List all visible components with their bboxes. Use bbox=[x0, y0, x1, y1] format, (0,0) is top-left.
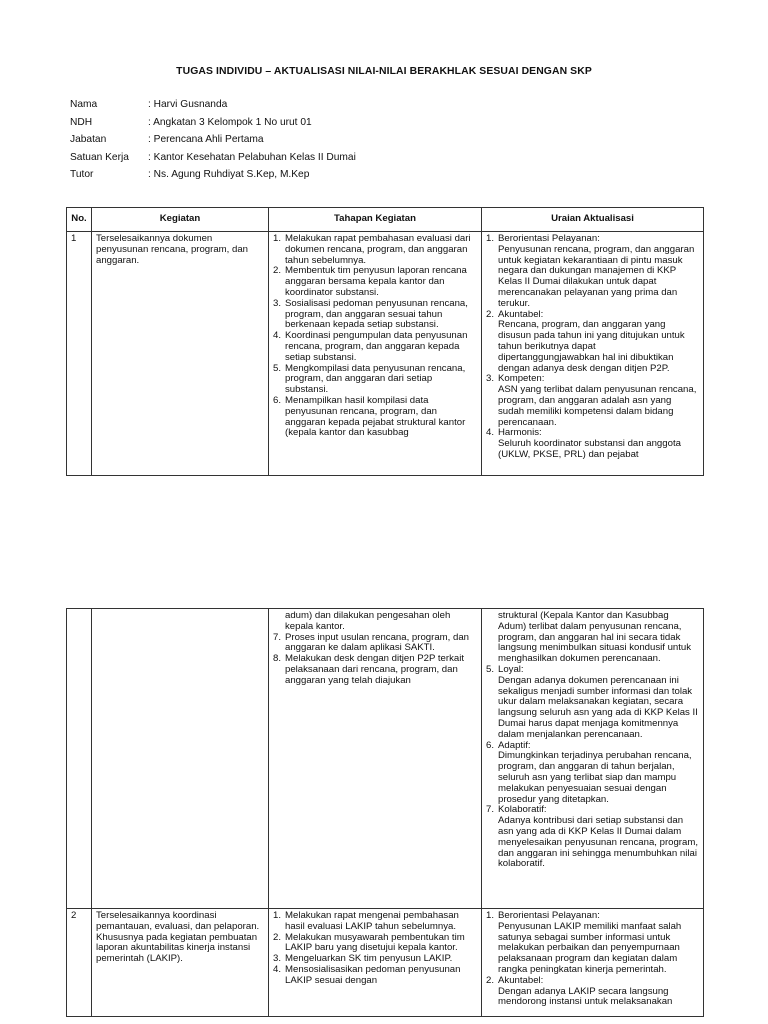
list-item: 8. Melakukan desk dengan ditjen P2P terkait pelaksanaan dari rencana, program, dan anggaran yang telah diajukan bbox=[273, 653, 465, 686]
tahapan-cell bbox=[269, 609, 482, 909]
row-number bbox=[67, 609, 92, 909]
info-value: : Perencana Ahli Pertama bbox=[148, 134, 264, 146]
list-item: 6. Menampilkan hasil kompilasi data penyusunan rencana, program, dan anggaran kepada pejabat struktural kantor (kepala kantor dan kasubbag bbox=[273, 394, 466, 439]
list-item: 4. Koordinasi pengumpulan data penyusunan rencana, program, dan anggaran kepada setiap substansi. bbox=[273, 330, 468, 363]
header-kegiatan: Kegiatan bbox=[92, 208, 269, 232]
list-item: 7. Kolaboratif: Adanya kontribusi dari setiap substansi dan asn yang ada di KKP Kelas II Dumai dalam menyelesaikan penyusunan rencana, program, dan anggaran ini sehingga menumbuhkan nilai kolaboratif. bbox=[486, 804, 698, 870]
uraian-cell bbox=[482, 609, 704, 909]
info-row-ndh bbox=[70, 117, 356, 135]
table-row bbox=[67, 232, 704, 476]
list-item: 7. Proses input usulan rencana, program, dan anggaran ke dalam aplikasi SAKTI. bbox=[273, 631, 469, 654]
uraian-continued: struktural (Kepala Kantor dan Kasubbag Adum) terlibat dalam penyusunan rencana, program, dan anggaran hal ini secara tidak langsung menimbulkan situasi kondusif untuk menghasilkan dokumen perencanaan. bbox=[498, 610, 692, 665]
info-value: : Ns. Agung Ruhdiyat S.Kep, M.Kep bbox=[148, 169, 310, 181]
list-item: 1. Berorientasi Pelayanan: Penyusunan LAKIP memiliki manfaat salah satunya sebagai sumber informasi untuk melakukan perbaikan dan penyempurnaan pelaksanaan program dan kegiatan dalam rangka peningkatan kinerja pemerintah. bbox=[486, 910, 682, 975]
list-item: 3. Mengeluarkan SK tim penyusun LAKIP. bbox=[273, 953, 453, 965]
row-number: 2 bbox=[67, 909, 92, 1017]
list-item: 2. Melakukan musyawarah pembentukan tim LAKIP baru yang disetujui kepala kantor. bbox=[273, 931, 465, 954]
aktualisasi-table-page-1 bbox=[66, 207, 704, 476]
tahapan-cell bbox=[269, 232, 482, 476]
list-item: 5. Mengkompilasi data penyusunan rencana, program, dan anggaran dari setiap substansi. bbox=[273, 362, 466, 396]
uraian-cell bbox=[482, 232, 704, 476]
list-item: 3. Kompeten: ASN yang terlibat dalam penyusunan rencana, program, dan anggaran adalah asn yang sudah memiliki kompetensi dalam bidang perencanaan. bbox=[486, 373, 697, 428]
header-tahapan: Tahapan Kegiatan bbox=[269, 208, 482, 232]
info-value: : Angkatan 3 Kelompok 1 No urut 01 bbox=[148, 116, 312, 128]
document-title: TUGAS INDIVIDU – AKTUALISASI NILAI-NILAI BERAKHLAK SESUAI DENGAN SKP bbox=[176, 66, 592, 77]
tahapan-cell bbox=[269, 909, 482, 1017]
info-label: Nama bbox=[70, 99, 98, 110]
info-row-nama bbox=[70, 99, 356, 117]
info-label: Satuan Kerja bbox=[70, 151, 129, 163]
header-no: No. bbox=[67, 208, 92, 232]
uraian-cell bbox=[482, 909, 704, 1017]
info-label: Jabatan bbox=[70, 134, 107, 146]
list-item: 2. Akuntabel: Rencana, program, dan anggaran yang disusun pada tahun ini yang ditujukan untuk tahun berikutnya dapat dipertanggungjawabkan hal ini dibuktikan dengan adanya desk dengan ditjen P2P. bbox=[486, 308, 685, 374]
aktualisasi-table-page-2 bbox=[66, 608, 704, 1017]
list-item: 3. Sosialisasi pedoman penyusunan rencana, program, dan anggaran sesuai tahun berkenaan kepada setiap substansi. bbox=[273, 297, 468, 331]
table-header-row bbox=[67, 208, 704, 232]
list-item: 6. Adaptif: Dimungkinkan terjadinya perubahan rencana, program, dan anggaran di tahun berjalan, seluruh asn yang terlibat siap dan mampu melakukan penyesuaian sesuai dengan prosedur yang ditetapkan. bbox=[486, 739, 692, 805]
header-uraian: Uraian Aktualisasi bbox=[482, 208, 704, 232]
identity-block bbox=[70, 99, 356, 187]
list-item: 4. Harmonis: Seluruh koordinator substansi dan anggota (UKLW, PKSE, PRL) dan pejabat bbox=[486, 427, 681, 460]
info-row-jabatan bbox=[70, 134, 356, 152]
list-item: 5. Loyal: Dengan adanya dokumen perencanaan ini sekaligus menjadi sumber informasi dan tolak ukur dalam melaksanakan kegiatan, secara langsung seluruh asn yang ada di KKP Kelas II Dumai harus dapat menjaga komitmennya dalam menjalankan perencanaan. bbox=[486, 663, 698, 740]
info-label: Tutor bbox=[70, 169, 94, 181]
list-item: 1. Berorientasi Pelayanan: Penyusunan rencana, program, dan anggaran untuk kegiatan kekarantiaan di pintu masuk negara dan dukungan manajemen di KKP Kelas II Dumai dilakukan untuk dapat merencanakan pelayanan yang prima dan terukur. bbox=[486, 233, 695, 309]
kegiatan-cell: Terselesaikannya dokumen penyusunan rencana, program, dan anggaran. bbox=[92, 232, 269, 476]
list-item: 4. Mensosialisasikan pedoman penyusunan LAKIP sesuai dengan bbox=[273, 963, 461, 986]
info-row-satuan-kerja bbox=[70, 152, 356, 170]
kegiatan-cell bbox=[92, 609, 269, 909]
info-value: : Harvi Gusnanda bbox=[148, 99, 228, 110]
info-value: : Kantor Kesehatan Pelabuhan Kelas II Dumai bbox=[148, 151, 356, 163]
list-item: 2. Membentuk tim penyusun laporan rencana anggaran bersama kepala kantor dan koordinator substansi. bbox=[273, 265, 467, 298]
list-item: 1. Melakukan rapat mengenai pembahasan hasil evaluasi LAKIP tahun sebelumnya. bbox=[273, 910, 459, 932]
info-row-tutor bbox=[70, 169, 356, 187]
list-item: 2. Akuntabel: Dengan adanya LAKIP secara langsung mendorong instansi untuk melaksanakan bbox=[486, 974, 673, 1008]
table-row bbox=[67, 609, 704, 909]
tahapan-continued: adum) dan dilakukan pengesahan oleh kepala kantor. bbox=[285, 610, 451, 632]
table-row bbox=[67, 909, 704, 1017]
row-number: 1 bbox=[67, 232, 92, 476]
info-label: NDH bbox=[70, 116, 93, 128]
kegiatan-cell: Terselesaikannya koordinasi pemantauan, evaluasi, dan pelaporan. Khususnya pada kegiatan pembuatan laporan akuntabilitas kinerja instansi pemerintah (LAKIP). bbox=[92, 909, 269, 1017]
list-item: 1. Melakukan rapat pembahasan evaluasi dari dokumen rencana, program, dan anggaran tahun sebelumnya. bbox=[273, 233, 471, 266]
